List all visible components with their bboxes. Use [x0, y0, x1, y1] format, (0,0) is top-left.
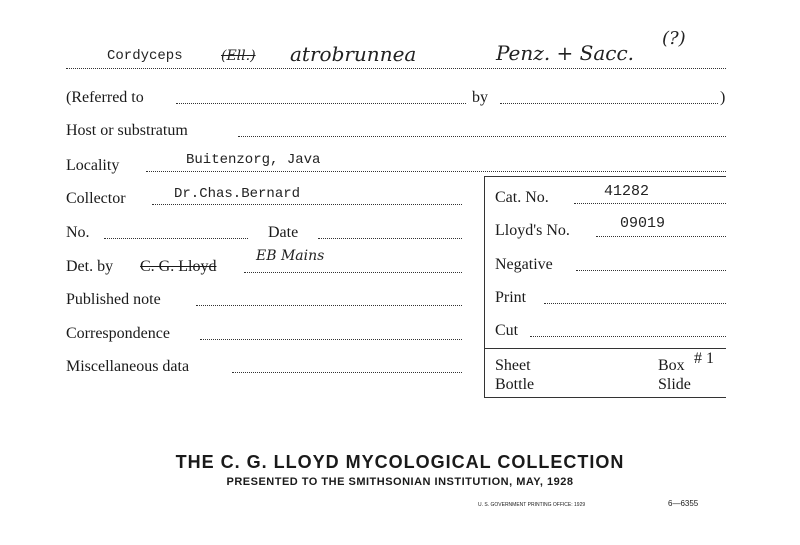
misc-line: [232, 372, 462, 373]
close-paren: ): [720, 89, 726, 106]
box-left-border: [484, 176, 485, 398]
cat-no-value: 41282: [604, 183, 650, 200]
no-label: No.: [66, 224, 90, 241]
query-mark: (?): [662, 28, 686, 49]
locality-label: Locality: [66, 157, 120, 174]
collector-line: [152, 204, 462, 205]
det-by-line: [244, 272, 462, 273]
collector-value: Dr.Chas.Bernard: [174, 186, 301, 202]
host-line: [238, 136, 726, 137]
lloyds-no-line: [596, 236, 726, 237]
species-handwritten: atrobrunnea: [290, 42, 417, 66]
box-bottom-border: [484, 397, 726, 398]
lloyds-no-value: 09019: [620, 215, 666, 232]
collection-title: THE C. G. LLOYD MYCOLOGICAL COLLECTION: [175, 452, 625, 472]
printer-credit: U. S. GOVERNMENT PRINTING OFFICE: 1929: [478, 502, 586, 508]
genus-abbrev-struck: (Ell.): [221, 48, 256, 64]
locality-value: Buitenzorg, Java: [186, 152, 321, 168]
no-line: [104, 238, 248, 239]
cat-no-line: [574, 203, 726, 204]
sheet-label: Sheet: [495, 357, 531, 374]
cut-label: Cut: [495, 322, 519, 339]
print-label: Print: [495, 289, 527, 306]
negative-line: [576, 270, 726, 271]
name-line: [66, 68, 726, 69]
negative-label: Negative: [495, 256, 553, 273]
misc-label: Miscellaneous data: [66, 358, 190, 375]
box-label: Box: [658, 357, 685, 374]
det-by-struck: C. G. Lloyd: [140, 258, 217, 275]
bottle-label: Bottle: [495, 376, 535, 393]
correspondence-label: Correspondence: [66, 325, 170, 342]
det-by-label: Det. by: [66, 258, 114, 275]
box-top-border: [484, 176, 726, 177]
authority-handwritten: Penz. + Sacc.: [496, 41, 635, 65]
published-note-label: Published note: [66, 291, 161, 308]
by-label: by: [472, 89, 488, 106]
host-label: Host or substratum: [66, 122, 188, 139]
collector-label: Collector: [66, 190, 126, 207]
form-number: 6—6355: [668, 499, 699, 508]
correspondence-line: [200, 339, 462, 340]
box-value: # 1: [694, 350, 714, 367]
referred-to-line: [176, 103, 466, 104]
genus-typed: Cordyceps: [107, 48, 183, 64]
date-line: [318, 238, 462, 239]
cat-no-label: Cat. No.: [495, 189, 549, 206]
print-line: [544, 303, 726, 304]
by-line: [500, 103, 718, 104]
collection-subtitle: PRESENTED TO THE SMITHSONIAN INSTITUTION, MAY, 1928: [226, 476, 574, 488]
referred-to-label: (Referred to: [66, 89, 144, 106]
date-label: Date: [268, 224, 299, 241]
det-by-handwritten: EB Mains: [256, 248, 325, 264]
locality-line: [146, 171, 726, 172]
published-note-line: [196, 305, 462, 306]
slide-label: Slide: [658, 376, 691, 393]
cut-line: [530, 336, 726, 337]
lloyds-no-label: Lloyd's No.: [495, 222, 570, 239]
box-divider: [484, 348, 726, 349]
